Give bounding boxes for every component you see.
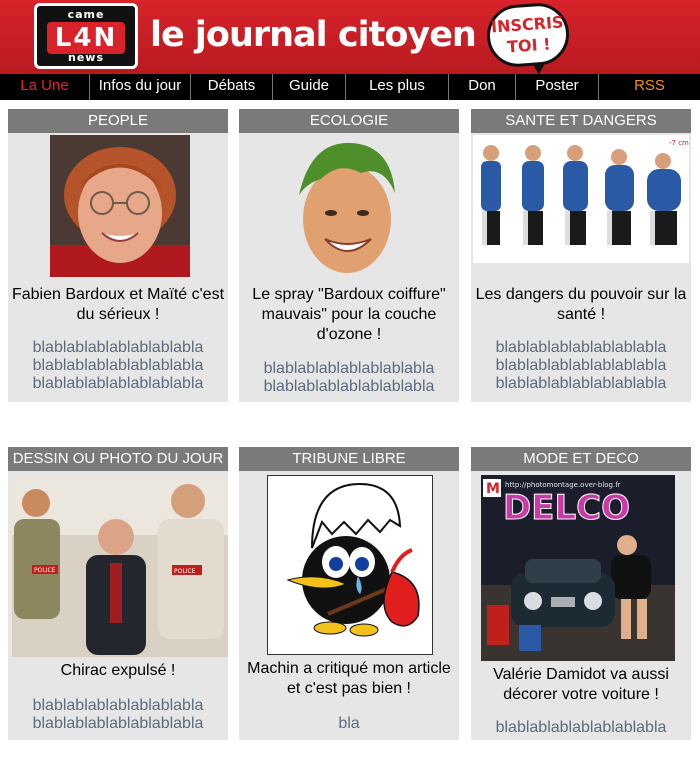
blurb-line: blablablablablablablabla [32,697,204,714]
blurb-line: blablablablablablablabla [263,360,435,377]
image-url-text: http://photomontage.over-blog.fr [505,481,621,489]
signup-line-2: TOI ! [506,34,552,57]
article-card-dessin [8,447,228,740]
article-card-sante [471,109,691,402]
m6-logo: M [486,481,500,497]
article-blurb [8,697,228,733]
card-category: MODE ET DECO [471,447,691,471]
card-category: TRIBUNE LIBRE [239,447,459,471]
blurb-line: blablablablablablablabla [32,339,204,356]
article-title[interactable]: Le spray "Bardoux coiffure" mauvais" pour la couche d'ozone ! [252,286,446,343]
article-title[interactable]: Valérie Damidot va aussi décorer votre voiture ! [493,666,669,703]
delco-logo-text: DELCO [503,488,630,528]
article-card-people [8,109,228,402]
nav-item-guide[interactable]: Guide [272,74,345,100]
image-caption: -7 cm [669,139,689,147]
nav-item-les-plus[interactable]: Les plus [345,74,448,100]
signup-badge-button[interactable] [485,1,571,69]
police-armband-text: POLICE [174,568,196,575]
police-armband-text: POLICE [34,567,56,574]
logo-mark: L4N [47,22,125,54]
article-image-sante[interactable] [473,135,689,263]
blurb-line: blablablablablablablabla [495,375,667,392]
site-logo[interactable] [34,3,138,69]
article-image-mode[interactable] [481,475,675,661]
logo-bottom-text: news [67,51,104,64]
article-blurb [239,360,459,396]
card-category: SANTE ET DANGERS [471,109,691,133]
logo-top-text: came [67,8,105,21]
article-title[interactable]: Fabien Bardoux et Maïté c'est du sérieux ! [11,286,225,323]
article-title[interactable]: Chirac expulsé ! [60,662,176,679]
blurb-line: blablablablablablablabla [495,339,667,356]
article-card-ecologie [239,109,459,402]
article-blurb [8,339,228,393]
article-title[interactable]: Machin a critiqué mon article et c'est pas bien ! [247,660,451,697]
article-image-ecologie[interactable] [291,139,399,277]
blurb-line: blablablablablablablabla [32,357,204,374]
blurb-line: blablablablablablablabla [263,378,435,395]
article-title[interactable]: Les dangers du pouvoir sur la santé ! [475,286,687,323]
nav-item-don[interactable]: Don [448,74,515,100]
card-category: DESSIN OU PHOTO DU JOUR [8,447,228,471]
speech-bubble-tail [532,62,547,75]
blurb-line: blablablablablablablabla [495,357,667,374]
site-header [0,0,700,74]
nav-item-infos-du-jour[interactable]: Infos du jour [89,74,190,100]
blurb-line: bla [338,715,360,732]
blurb-line: blablablablablablablabla [32,715,204,732]
article-image-tribune[interactable] [267,475,433,655]
article-blurb [239,715,459,733]
main-nav [0,74,700,100]
card-category: ECOLOGIE [239,109,459,133]
article-image-people[interactable] [50,135,190,277]
card-category: PEOPLE [8,109,228,133]
nav-item-poster[interactable]: Poster [515,74,598,100]
article-card-tribune [239,447,459,740]
site-title: le journal citoyen [150,15,476,55]
blurb-line: blablablablablablablabla [32,375,204,392]
article-blurb [471,339,691,393]
nav-item-la-une[interactable]: La Une [20,77,69,94]
nav-item-rss[interactable]: RSS [598,74,700,100]
nav-item-debats[interactable]: Débats [190,74,272,100]
signup-line-1: INSCRIS [490,12,565,37]
article-image-dessin[interactable] [12,475,228,657]
blurb-line: blablablablablablablabla [495,719,667,736]
article-card-mode [471,447,691,740]
article-blurb [471,719,691,737]
